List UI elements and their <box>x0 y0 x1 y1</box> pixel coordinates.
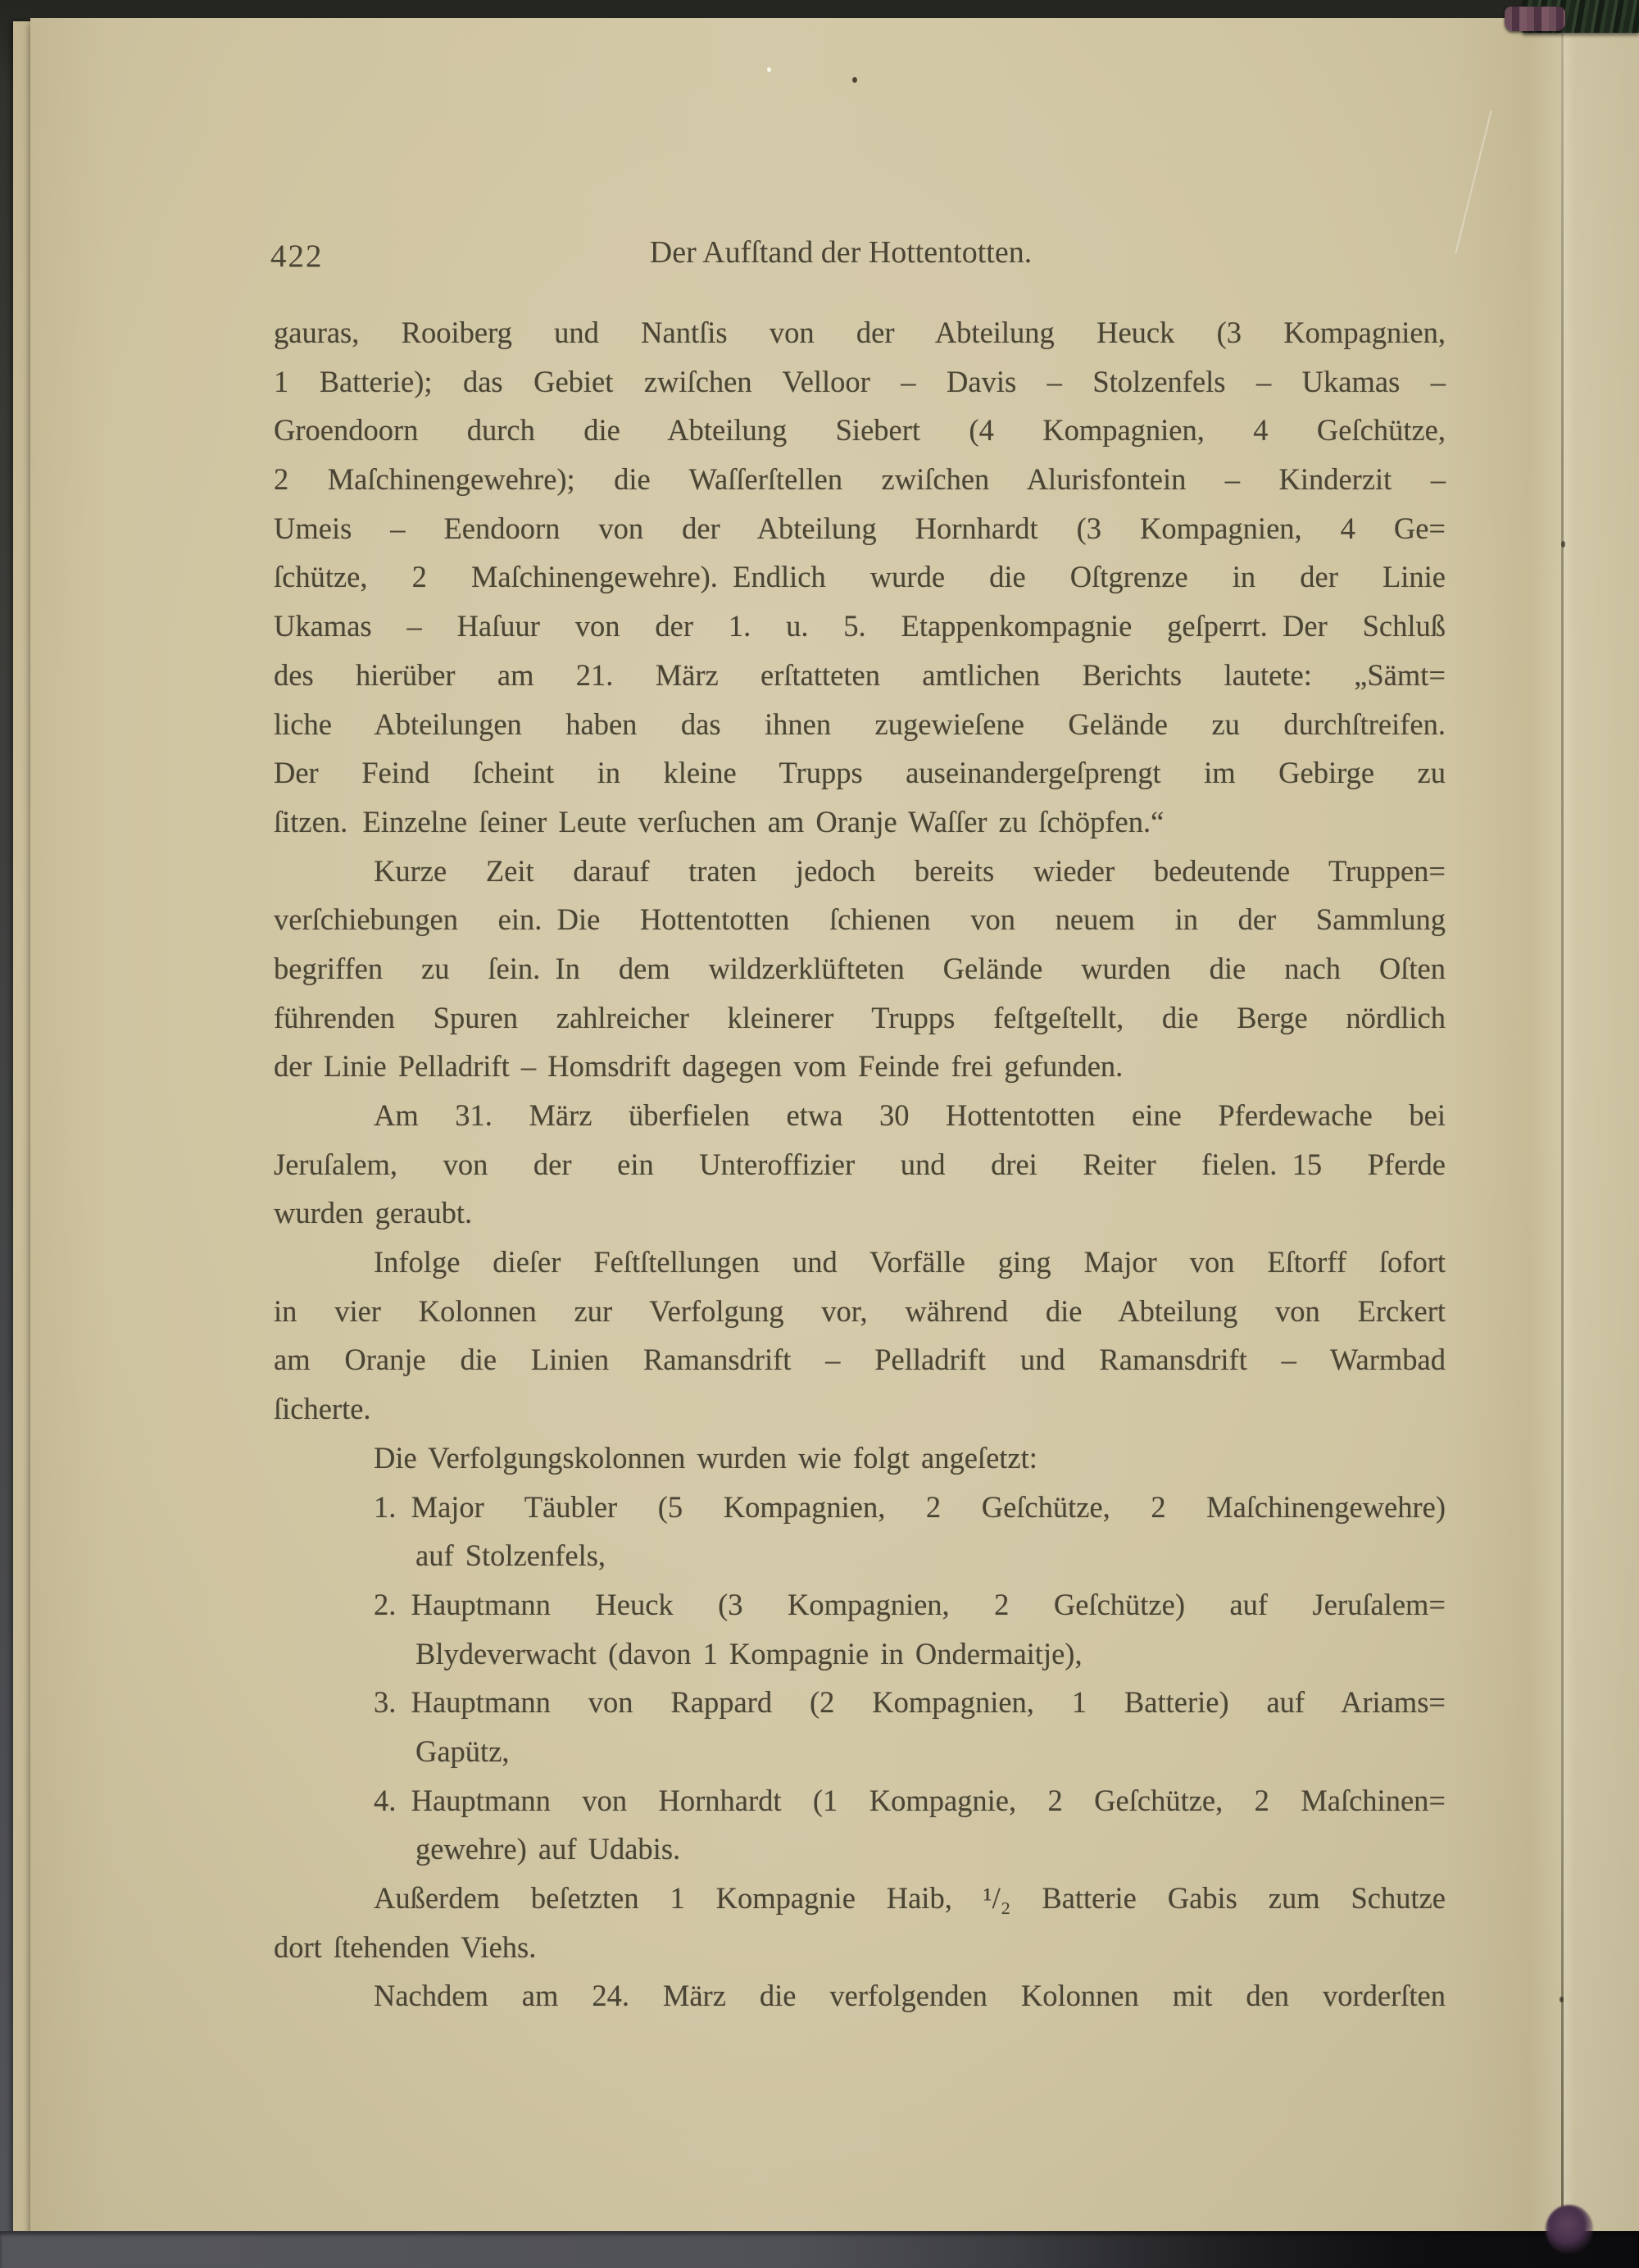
text-line: Infolge dieſer Feſtſtellungen und Vorfälle ging Major von Eſtorff ſofort <box>374 1245 1446 1279</box>
spine-headband <box>1505 7 1565 31</box>
text-line: Groendoorn durch die Abteilung Siebert (4 Kompagnien, 4 Geſchütze, <box>274 413 1446 448</box>
page-crease-highlight <box>1564 25 1575 2233</box>
text-line: der Linie Pelladrift – Homsdrift dagegen vom Feinde frei gefunden. <box>274 1049 1124 1084</box>
text-line: 1. Major Täubler (5 Kompagnien, 2 Geſchütze, 2 Maſchinengewehre) <box>374 1489 1446 1524</box>
text-line: gewehre) auf Udabis. <box>415 1832 681 1866</box>
text-line: begriffen zu ſein. In dem wildzerklüfteten Gelände wurden die nach Oſten <box>274 951 1446 985</box>
text-line: Gapütz, <box>415 1734 510 1768</box>
text-line: 4. Hauptmann von Hornhardt (1 Kompagnie, 2 Geſchütze, 2 Maſchinen= <box>374 1783 1446 1817</box>
binding-blob <box>1546 2205 1593 2254</box>
text-line: des hierüber am 21. März erſtatteten amtlichen Berichts lautete: „Sämt= <box>274 657 1446 692</box>
text-line: ſchütze, 2 Maſchinengewehre). Endlich wurde die Oſtgrenze in der Linie <box>274 560 1446 594</box>
text-line: am Oranje die Linien Ramansdrift – Pelladrift und Ramansdrift – Warmbad <box>274 1343 1446 1377</box>
text-line: Nachdem am 24. März die verfolgenden Kolonnen mit den vorderſten <box>374 1979 1446 2013</box>
text-line: Außerdem beſetzten 1 Kompagnie Haib, ¹/₂ Batterie Gabis zum Schutze <box>374 1881 1446 1915</box>
text-line: führenden Spuren zahlreicher kleinerer Trupps feſtgeſtellt, die Berge nördlich <box>274 1000 1446 1034</box>
text-line: gauras, Rooiberg und Nantſis von der Abteilung Heuck (3 Kompagnien, <box>274 316 1446 349</box>
text-line: 3. Hauptmann von Rappard (2 Kompagnien, 1 Batterie) auf Ariams= <box>374 1685 1446 1720</box>
paper-speck <box>1560 1997 1564 2002</box>
text-line: Kurze Zeit darauf traten jedoch bereits wieder bedeutende Truppen= <box>374 853 1446 888</box>
text-line: ſicherte. <box>274 1392 371 1426</box>
text-line: dort ſtehenden Viehs. <box>274 1929 537 1964</box>
paper-speck <box>1561 541 1565 548</box>
text-line: Der Feind ſcheint in kleine Trupps auseinandergeſprengt im Gebirge zu <box>274 756 1446 790</box>
text-line: 1 Batterie); das Gebiet zwiſchen Velloor – Davis – Stolzenfels – Ukamas – <box>274 364 1446 398</box>
page-header <box>270 233 1446 277</box>
paper-scratch <box>1455 110 1491 253</box>
page-number: 422 <box>270 239 324 274</box>
text-line: ſitzen. Einzelne ſeiner Leute verſuchen am Oranje Waſſer zu ſchöpfen.“ <box>274 804 1165 839</box>
text-line: 2. Hauptmann Heuck (3 Kompagnien, 2 Geſchütze) auf Jeruſalem= <box>374 1587 1446 1621</box>
book-bottom-edge <box>0 2231 1639 2268</box>
text-line: liche Abteilungen haben das ihnen zugewieſene Gelände zu durchſtreifen. <box>274 707 1446 741</box>
paper-speck <box>852 77 857 83</box>
text-line: wurden geraubt. <box>274 1196 473 1230</box>
text-line: Blydeverwacht (davon 1 Kompagnie in Ondermaitje), <box>415 1636 1083 1670</box>
text-line: auf Stolzenfels, <box>415 1539 606 1573</box>
text-line: Umeis – Eendoorn von der Abteilung Hornhardt (3 Kompagnien, 4 Ge= <box>274 511 1446 545</box>
text-block <box>274 308 1446 2020</box>
book-page <box>30 18 1639 2233</box>
text-line: verſchiebungen ein. Die Hottentotten ſchienen von neuem in der Sammlung <box>274 902 1446 937</box>
text-line: Jeruſalem, von der ein Unteroffizier und drei Reiter fielen. 15 Pferde <box>274 1147 1446 1181</box>
paper-speck <box>767 67 771 72</box>
text-line: 2 Maſchinengewehre); die Waſſerſtellen zwiſchen Alurisfontein – Kinderzit – <box>274 462 1446 497</box>
underlying-page-edge <box>13 21 32 2244</box>
text-line: Am 31. März überfielen etwa 30 Hottentotten eine Pferdewache bei <box>374 1098 1446 1132</box>
text-line: in vier Kolonnen zur Verfolgung vor, während die Abteilung von Erckert <box>274 1293 1446 1328</box>
text-line: Ukamas – Haſuur von der 1. u. 5. Etappenkompagnie geſperrt. Der Schluß <box>274 609 1446 643</box>
text-line: Die Verfolgungskolonnen wurden wie folgt angeſetzt: <box>374 1440 1037 1475</box>
running-title: Der Aufſtand der Hottentotten. <box>649 235 1033 270</box>
